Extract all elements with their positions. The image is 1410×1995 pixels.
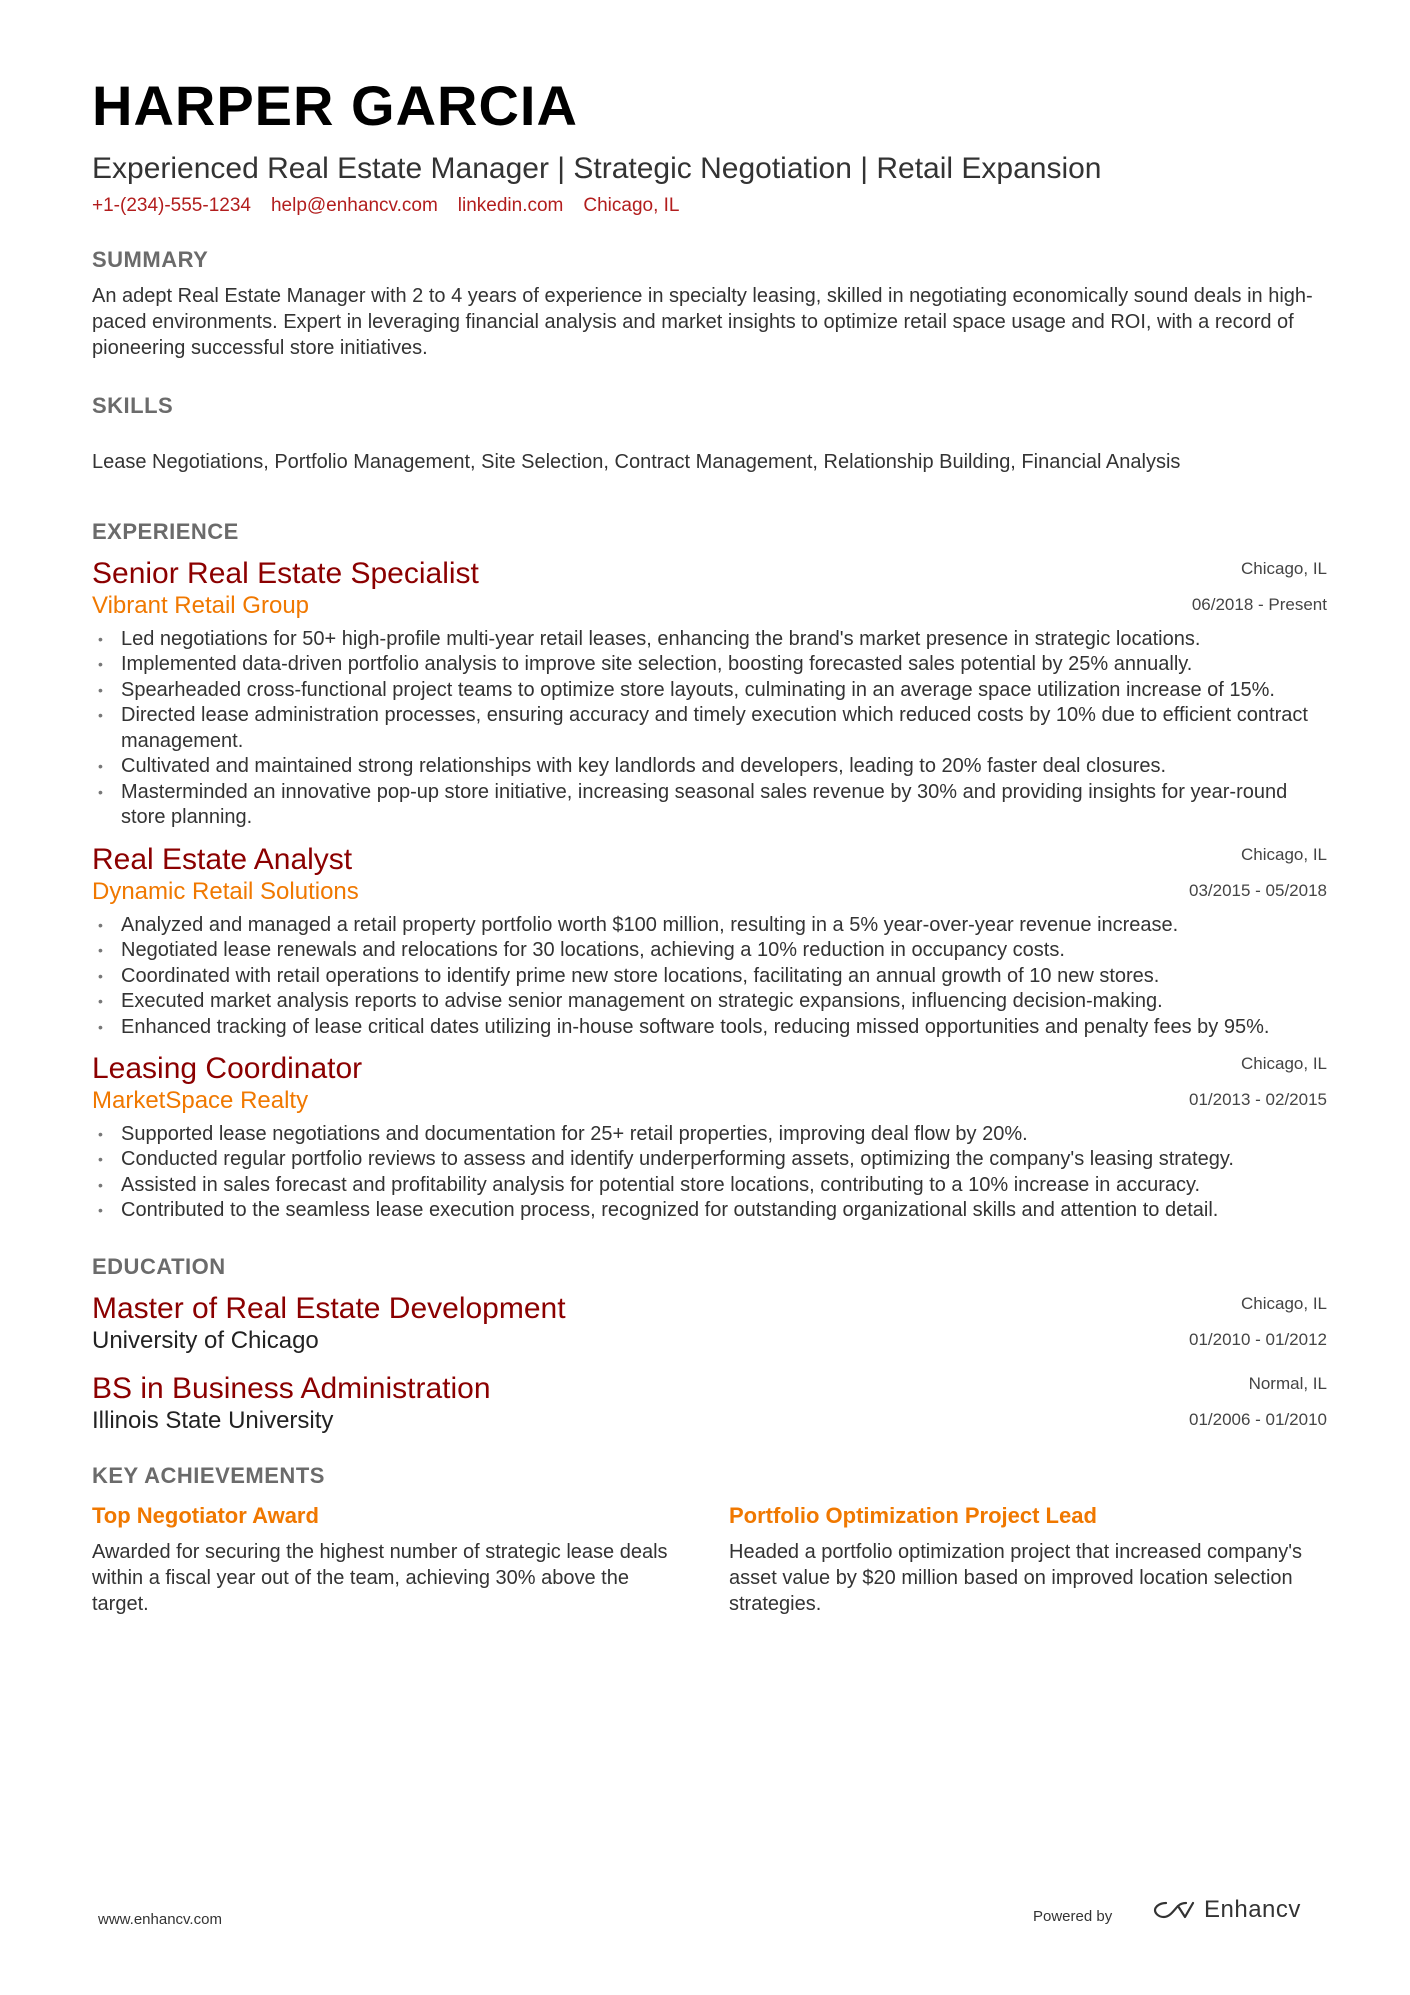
education-entry — [92, 1372, 1327, 1436]
achievement-title: Top Negotiator Award — [92, 1503, 319, 1529]
experience-entry — [92, 557, 1327, 831]
bullet-icon: • — [98, 783, 103, 800]
list-item: • Led negotiations for 50+ high-profile multi-year retail leases, enhancing the brand's market presence in strategic locations. — [92, 627, 1327, 653]
list-item: • Masterminded an innovative pop-up store initiative, increasing seasonal sales revenue by 30% and providing insights for year-round store planning. — [98, 780, 1288, 829]
bullet-icon: • — [98, 916, 103, 933]
education-section-title: EDUCATION — [92, 1253, 226, 1279]
list-item: • Spearheaded cross-functional project teams to optimize store layouts, culminating in an average space utilization increase of 15%. — [92, 678, 1327, 704]
list-item: • Executed market analysis reports to advise senior management on strategic expansions, influencing decision-making. — [92, 989, 1327, 1015]
achievements-section-title: KEY ACHIEVEMENTS — [92, 1463, 325, 1489]
achievement-title: Portfolio Optimization Project Lead — [729, 1503, 1097, 1529]
contact-phone[interactable]: +1-(234)-555-1234 — [92, 195, 251, 216]
list-item: • Assisted in sales forecast and profitability analysis for potential store locations, contributing to a 10% increase in accuracy. — [92, 1173, 1327, 1199]
footer-powered-by: Powered by — [1033, 1908, 1113, 1925]
bullet-icon: • — [98, 681, 103, 698]
summary-section-title: SUMMARY — [92, 247, 209, 272]
job-location: Chicago, IL — [1241, 559, 1327, 578]
bullet-icon: • — [98, 1125, 103, 1142]
job-dates: 01/2013 - 02/2015 — [1188, 1090, 1327, 1110]
footer-logo[interactable] — [1152, 1896, 1301, 1924]
job-title: Leasing Coordinator — [92, 1052, 363, 1086]
candidate-name: HARPER GARCIA — [92, 74, 578, 137]
list-item: • Implemented data-driven portfolio analysis to improve site selection, boosting forecasted sales potential by 25% annually. — [92, 652, 1327, 678]
list-item: • Cultivated and maintained strong relationships with key landlords and developers, leading to 20% faster deal closures. — [92, 754, 1327, 780]
bullet-icon: • — [98, 967, 103, 984]
contact-email[interactable]: help@enhancv.com — [270, 195, 438, 216]
contact-location: Chicago, IL — [583, 195, 680, 216]
list-item: • Coordinated with retail operations to identify prime new store locations, facilitating an annual growth of 10 new stores. — [92, 964, 1327, 990]
achievement-description: Headed a portfolio optimization project that increased company's asset value by $20 million based on improved location selection strategies. — [729, 1541, 1303, 1616]
summary-text: An adept Real Estate Manager with 2 to 4 years of experience in specialty leasing, skilled in negotiating economically sound deals in high-paced environments. Expert in leveraging financial analysis and market insights to optimize retail space usage and ROI, with a record of pioneering successful store initiatives. — [92, 285, 1313, 359]
bullet-icon: • — [98, 1151, 103, 1168]
bullet-icon: • — [98, 993, 103, 1010]
school-location: Normal, IL — [1248, 1373, 1327, 1393]
list-item: • Enhanced tracking of lease critical dates utilizing in-house software tools, reducing missed opportunities and penalty fees by 95%. — [92, 1015, 1327, 1041]
footer-brand: Enhancv — [1204, 1896, 1301, 1923]
skills-text: Lease Negotiations, Portfolio Management, Site Selection, Contract Management, Relationship Building, Financial Analysis — [92, 451, 1181, 473]
achievements-grid — [92, 1503, 1327, 1617]
contact-row — [92, 195, 1327, 217]
bullet-icon: • — [98, 758, 103, 775]
education-dates: 01/2006 - 01/2010 — [1188, 1409, 1327, 1429]
enhancv-logo-icon — [1152, 1898, 1196, 1922]
bullet-icon: • — [98, 656, 103, 673]
job-dates: 06/2018 - Present — [1191, 595, 1327, 614]
job-title: Real Estate Analyst — [92, 842, 353, 876]
company-name: MarketSpace Realty — [92, 1087, 309, 1115]
degree-title: Master of Real Estate Development — [92, 1291, 566, 1325]
bullet-icon: • — [98, 630, 103, 647]
achievement-item — [92, 1503, 689, 1617]
job-title: Senior Real Estate Specialist — [92, 557, 479, 590]
bullet-icon: • — [98, 1176, 103, 1193]
skills-section-title: SKILLS — [92, 393, 174, 418]
experience-entry — [92, 1052, 1327, 1224]
education-dates: 01/2010 - 01/2012 — [1188, 1329, 1327, 1349]
list-item: • Contributed to the seamless lease execution process, recognized for outstanding organizational skills and attention to detail. — [92, 1198, 1327, 1224]
job-location: Chicago, IL — [1241, 1054, 1327, 1074]
bullet-icon: • — [98, 1202, 103, 1219]
experience-section-title: EXPERIENCE — [92, 519, 239, 544]
bullet-icon: • — [98, 707, 103, 724]
job-location: Chicago, IL — [1241, 844, 1327, 864]
achievement-description: Awarded for securing the highest number of strategic lease deals within a fiscal year out of the team, achieving 30% above the target. — [92, 1541, 668, 1616]
job-dates: 03/2015 - 05/2018 — [1188, 880, 1327, 900]
job-bullets — [92, 1122, 1327, 1224]
experience-entry — [92, 843, 1327, 1040]
footer-url[interactable]: www.enhancv.com — [98, 1911, 222, 1928]
company-name: Vibrant Retail Group — [92, 592, 310, 619]
list-item: • Directed lease administration processes, ensuring accuracy and timely execution which reduced costs by 10% due to efficient contract management. — [98, 704, 1308, 752]
headline: Experienced Real Estate Manager | Strategic Negotiation | Retail Expansion — [92, 152, 1102, 185]
school-name: University of Chicago — [92, 1326, 319, 1354]
list-item: • Analyzed and managed a retail property portfolio worth $100 million, resulting in a 5% year-over-year revenue increase. — [92, 913, 1327, 939]
bullet-icon: • — [98, 1018, 103, 1035]
school-name: Illinois State University — [92, 1406, 334, 1434]
list-item: • Conducted regular portfolio reviews to assess and identify underperforming assets, optimizing the company's leasing strategy. — [92, 1147, 1327, 1173]
education-entry — [92, 1292, 1327, 1356]
company-name: Dynamic Retail Solutions — [92, 877, 359, 905]
list-item: • Supported lease negotiations and documentation for 25+ retail properties, improving deal flow by 20%. — [92, 1122, 1327, 1148]
school-location: Chicago, IL — [1241, 1293, 1327, 1313]
list-item: • Negotiated lease renewals and relocations for 30 locations, achieving a 10% reduction in occupancy costs. — [92, 938, 1327, 964]
contact-linkedin[interactable]: linkedin.com — [457, 195, 564, 216]
degree-title: BS in Business Administration — [92, 1371, 491, 1405]
bullet-icon: • — [98, 942, 103, 959]
resume-content — [92, 74, 1327, 1617]
job-bullets — [92, 627, 1327, 831]
job-bullets — [92, 913, 1327, 1041]
achievement-item — [729, 1503, 1326, 1617]
